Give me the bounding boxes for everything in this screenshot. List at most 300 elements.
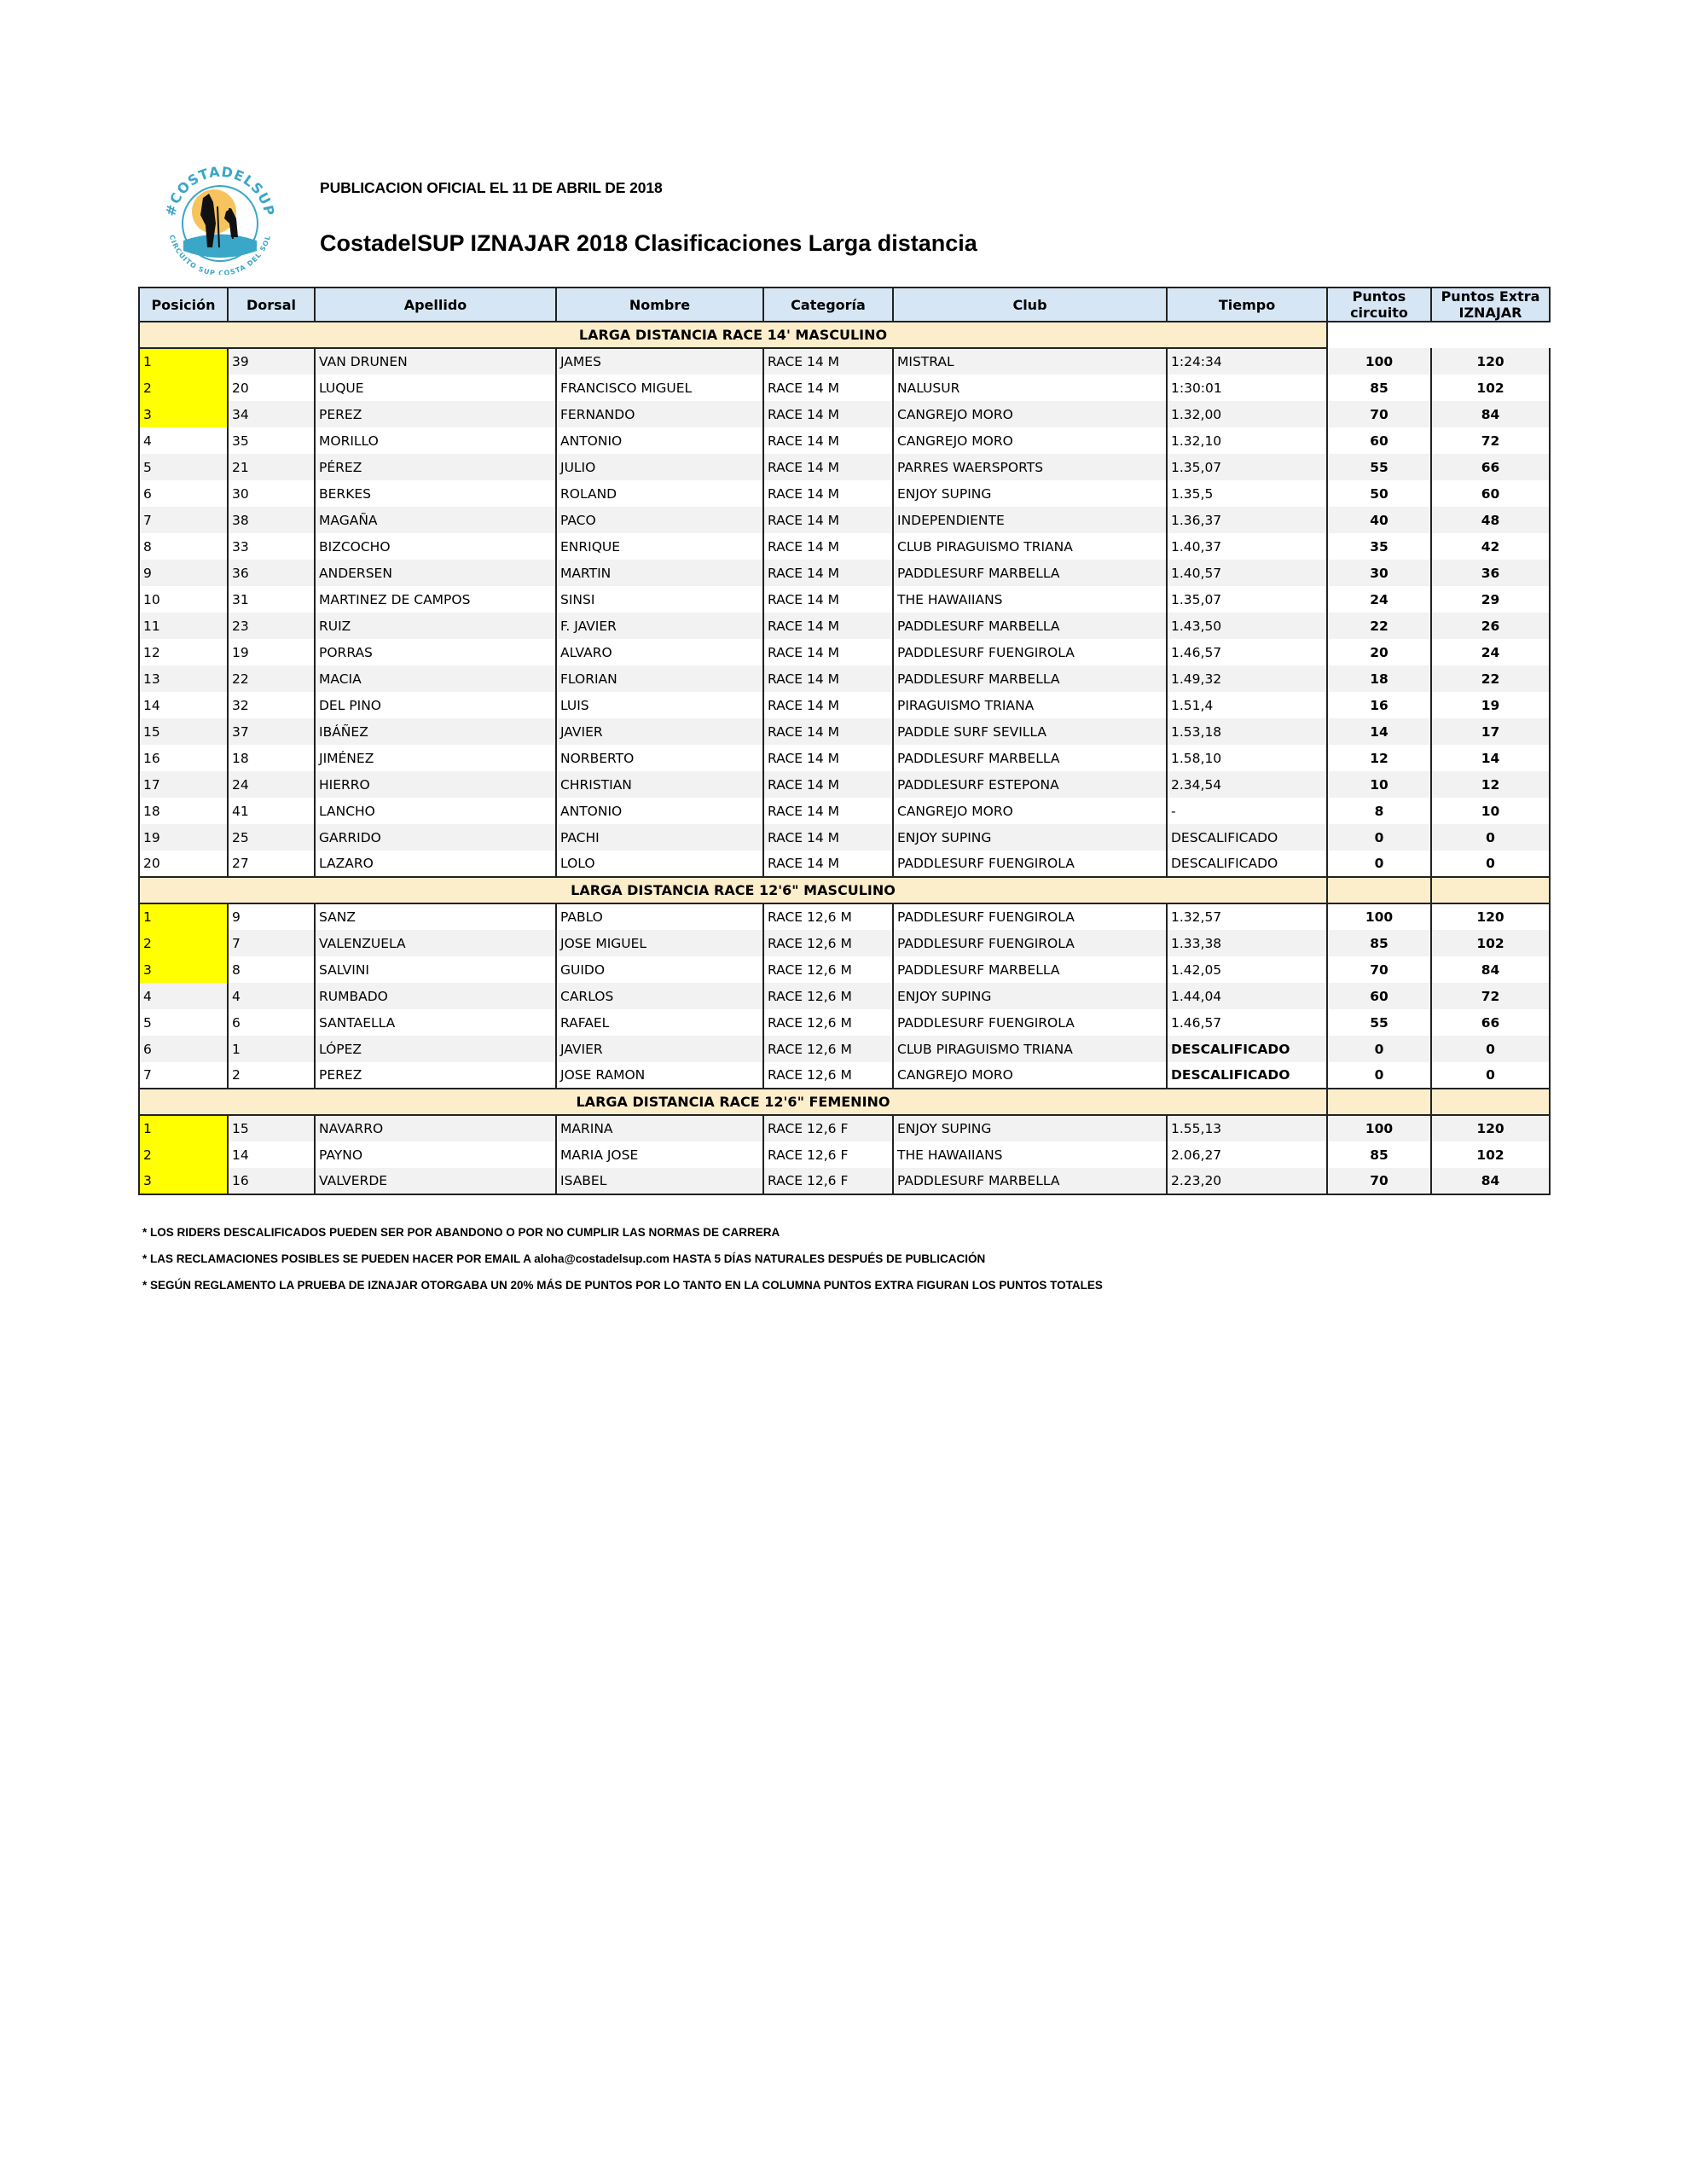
cell-categoria: RACE 12,6 M	[763, 956, 893, 983]
cell-posicion: 4	[139, 983, 228, 1009]
section-empty-cell	[1327, 877, 1431, 903]
cell-apellido: VALENZUELA	[315, 930, 556, 956]
cell-club: PADDLESURF FUENGIROLA	[893, 851, 1167, 877]
table-row	[139, 348, 1550, 375]
cell-puntos-circuito: 70	[1327, 1168, 1431, 1194]
footnote: * LOS RIDERS DESCALIFICADOS PUEDEN SER POR ABANDONO O POR NO CUMPLIR LAS NORMAS DE CARRERA	[142, 1226, 780, 1239]
cell-nombre: GUIDO	[556, 956, 763, 983]
cell-puntos-circuito: 0	[1327, 1036, 1431, 1062]
table-row	[139, 507, 1550, 533]
cell-dorsal: 8	[228, 956, 315, 983]
cell-dorsal: 19	[228, 639, 315, 665]
cell-puntos-extra: 84	[1431, 956, 1550, 983]
cell-posicion: 7	[139, 507, 228, 533]
cell-apellido: PÉREZ	[315, 454, 556, 480]
cell-club: CANGREJO MORO	[893, 1062, 1167, 1089]
cell-categoria: RACE 14 M	[763, 454, 893, 480]
col-nombre: Nombre	[556, 288, 763, 322]
table-row	[139, 745, 1550, 771]
cell-categoria: RACE 12,6 M	[763, 930, 893, 956]
cell-tiempo: 1.40,57	[1167, 560, 1327, 586]
table-row	[139, 427, 1550, 454]
cell-apellido: ANDERSEN	[315, 560, 556, 586]
cell-tiempo: DESCALIFICADO	[1167, 824, 1327, 851]
cell-posicion: 2	[139, 1141, 228, 1168]
cell-categoria: RACE 14 M	[763, 427, 893, 454]
cell-categoria: RACE 12,6 M	[763, 1009, 893, 1036]
cell-categoria: RACE 14 M	[763, 665, 893, 692]
section-empty-cell	[1327, 1089, 1431, 1115]
cell-categoria: RACE 12,6 M	[763, 903, 893, 930]
cell-club: PADDLESURF MARBELLA	[893, 613, 1167, 639]
cell-dorsal: 37	[228, 718, 315, 745]
cell-dorsal: 31	[228, 586, 315, 613]
table-row	[139, 401, 1550, 427]
cell-puntos-circuito: 40	[1327, 507, 1431, 533]
cell-tiempo: 1.43,50	[1167, 613, 1327, 639]
cell-nombre: MARINA	[556, 1115, 763, 1141]
table-row	[139, 930, 1550, 956]
cell-posicion: 12	[139, 639, 228, 665]
cell-apellido: PORRAS	[315, 639, 556, 665]
cell-apellido: VALVERDE	[315, 1168, 556, 1194]
footnote: * LAS RECLAMACIONES POSIBLES SE PUEDEN HACER POR EMAIL A aloha@costadelsup.com HASTA 5 DÍAS NATURALES DESPUÉS DE PUBLICACIÓN	[142, 1252, 986, 1265]
results-body	[139, 322, 1550, 1194]
cell-puntos-circuito: 55	[1327, 454, 1431, 480]
section-header-row	[139, 1089, 1550, 1115]
cell-apellido: SALVINI	[315, 956, 556, 983]
cell-posicion: 14	[139, 692, 228, 718]
cell-posicion: 18	[139, 798, 228, 824]
col-categoria: Categoría	[763, 288, 893, 322]
cell-puntos-extra: 22	[1431, 665, 1550, 692]
cell-dorsal: 23	[228, 613, 315, 639]
cell-club: PADDLESURF MARBELLA	[893, 1168, 1167, 1194]
section-empty-cell	[1431, 877, 1550, 903]
cell-tiempo: 1.53,18	[1167, 718, 1327, 745]
cell-posicion: 11	[139, 613, 228, 639]
cell-puntos-circuito: 12	[1327, 745, 1431, 771]
cell-club: PADDLESURF MARBELLA	[893, 956, 1167, 983]
cell-dorsal: 7	[228, 930, 315, 956]
cell-tiempo: 2.06,27	[1167, 1141, 1327, 1168]
cell-puntos-extra: 42	[1431, 533, 1550, 560]
cell-posicion: 16	[139, 745, 228, 771]
cell-dorsal: 2	[228, 1062, 315, 1089]
cell-posicion: 19	[139, 824, 228, 851]
cell-puntos-extra: 19	[1431, 692, 1550, 718]
cell-tiempo: 1:24:34	[1167, 348, 1327, 375]
cell-nombre: JULIO	[556, 454, 763, 480]
col-tiempo: Tiempo	[1167, 288, 1327, 322]
cell-nombre: ANTONIO	[556, 427, 763, 454]
cell-puntos-circuito: 100	[1327, 1115, 1431, 1141]
cell-club: PIRAGUISMO TRIANA	[893, 692, 1167, 718]
cell-club: MISTRAL	[893, 348, 1167, 375]
cell-nombre: RAFAEL	[556, 1009, 763, 1036]
cell-posicion: 1	[139, 903, 228, 930]
cell-club: ENJOY SUPING	[893, 983, 1167, 1009]
table-row	[139, 454, 1550, 480]
cell-tiempo: 1:30:01	[1167, 375, 1327, 401]
cell-nombre: ISABEL	[556, 1168, 763, 1194]
cell-club: PADDLESURF FUENGIROLA	[893, 1009, 1167, 1036]
cell-posicion: 3	[139, 1168, 228, 1194]
table-row	[139, 692, 1550, 718]
cell-club: ENJOY SUPING	[893, 1115, 1167, 1141]
col-posicion: Posición	[139, 288, 228, 322]
cell-nombre: ANTONIO	[556, 798, 763, 824]
cell-nombre: JAVIER	[556, 718, 763, 745]
cell-club: THE HAWAIIANS	[893, 1141, 1167, 1168]
cell-tiempo: 1.42,05	[1167, 956, 1327, 983]
cell-puntos-extra: 60	[1431, 480, 1550, 507]
cell-dorsal: 4	[228, 983, 315, 1009]
cell-tiempo: 1.35,07	[1167, 586, 1327, 613]
col-apellido: Apellido	[315, 288, 556, 322]
cell-puntos-extra: 84	[1431, 1168, 1550, 1194]
cell-nombre: JAMES	[556, 348, 763, 375]
table-row	[139, 798, 1550, 824]
cell-tiempo: DESCALIFICADO	[1167, 1062, 1327, 1089]
cell-dorsal: 36	[228, 560, 315, 586]
cell-categoria: RACE 14 M	[763, 771, 893, 798]
cell-dorsal: 34	[228, 401, 315, 427]
cell-categoria: RACE 14 M	[763, 718, 893, 745]
cell-posicion: 20	[139, 851, 228, 877]
cell-puntos-circuito: 35	[1327, 533, 1431, 560]
cell-dorsal: 15	[228, 1115, 315, 1141]
cell-puntos-circuito: 60	[1327, 983, 1431, 1009]
cell-club: PADDLESURF FUENGIROLA	[893, 930, 1167, 956]
cell-posicion: 6	[139, 1036, 228, 1062]
cell-puntos-circuito: 0	[1327, 824, 1431, 851]
cell-club: CLUB PIRAGUISMO TRIANA	[893, 533, 1167, 560]
cell-nombre: MARIA JOSE	[556, 1141, 763, 1168]
table-row	[139, 1009, 1550, 1036]
cell-nombre: MARTIN	[556, 560, 763, 586]
cell-dorsal: 21	[228, 454, 315, 480]
cell-nombre: ROLAND	[556, 480, 763, 507]
table-row	[139, 771, 1550, 798]
cell-categoria: RACE 14 M	[763, 639, 893, 665]
cell-nombre: PACO	[556, 507, 763, 533]
cell-nombre: FRANCISCO MIGUEL	[556, 375, 763, 401]
cell-nombre: JAVIER	[556, 1036, 763, 1062]
cell-nombre: ALVARO	[556, 639, 763, 665]
cell-tiempo: 1.33,38	[1167, 930, 1327, 956]
cell-puntos-circuito: 0	[1327, 1062, 1431, 1089]
cell-apellido: DEL PINO	[315, 692, 556, 718]
table-row	[139, 956, 1550, 983]
cell-categoria: RACE 12,6 F	[763, 1168, 893, 1194]
cell-tiempo: 1.46,57	[1167, 639, 1327, 665]
costadelsup-logo	[156, 155, 284, 275]
cell-puntos-circuito: 100	[1327, 348, 1431, 375]
table-row	[139, 1062, 1550, 1089]
table-row	[139, 665, 1550, 692]
cell-puntos-extra: 26	[1431, 613, 1550, 639]
cell-puntos-extra: 0	[1431, 851, 1550, 877]
cell-club: PADDLESURF MARBELLA	[893, 745, 1167, 771]
cell-nombre: LUIS	[556, 692, 763, 718]
table-row	[139, 718, 1550, 745]
cell-tiempo: 2.34,54	[1167, 771, 1327, 798]
cell-puntos-circuito: 24	[1327, 586, 1431, 613]
cell-club: PADDLE SURF SEVILLA	[893, 718, 1167, 745]
cell-club: PADDLESURF ESTEPONA	[893, 771, 1167, 798]
cell-nombre: PACHI	[556, 824, 763, 851]
cell-tiempo: 1.51,4	[1167, 692, 1327, 718]
cell-puntos-circuito: 20	[1327, 639, 1431, 665]
cell-posicion: 10	[139, 586, 228, 613]
cell-dorsal: 38	[228, 507, 315, 533]
cell-puntos-extra: 120	[1431, 348, 1550, 375]
table-row	[139, 1168, 1550, 1194]
cell-categoria: RACE 14 M	[763, 851, 893, 877]
table-row	[139, 1036, 1550, 1062]
cell-apellido: NAVARRO	[315, 1115, 556, 1141]
cell-posicion: 17	[139, 771, 228, 798]
cell-categoria: RACE 14 M	[763, 824, 893, 851]
cell-nombre: ENRIQUE	[556, 533, 763, 560]
cell-apellido: SANTAELLA	[315, 1009, 556, 1036]
cell-categoria: RACE 12,6 M	[763, 1036, 893, 1062]
cell-puntos-extra: 0	[1431, 824, 1550, 851]
cell-dorsal: 33	[228, 533, 315, 560]
cell-club: PADDLESURF MARBELLA	[893, 560, 1167, 586]
cell-categoria: RACE 14 M	[763, 560, 893, 586]
cell-puntos-circuito: 30	[1327, 560, 1431, 586]
cell-nombre: JOSE RAMON	[556, 1062, 763, 1089]
cell-categoria: RACE 14 M	[763, 480, 893, 507]
cell-tiempo: 1.44,04	[1167, 983, 1327, 1009]
cell-puntos-extra: 120	[1431, 903, 1550, 930]
cell-posicion: 5	[139, 454, 228, 480]
cell-club: NALUSUR	[893, 375, 1167, 401]
cell-club: CANGREJO MORO	[893, 798, 1167, 824]
cell-tiempo: 1.46,57	[1167, 1009, 1327, 1036]
header-row	[139, 288, 1550, 322]
cell-posicion: 6	[139, 480, 228, 507]
cell-categoria: RACE 14 M	[763, 586, 893, 613]
col-puntos-extra: Puntos Extra IZNAJAR	[1431, 288, 1550, 322]
cell-apellido: SANZ	[315, 903, 556, 930]
cell-tiempo: 1.32,57	[1167, 903, 1327, 930]
cell-puntos-circuito: 100	[1327, 903, 1431, 930]
section-title: LARGA DISTANCIA RACE 14' MASCULINO	[139, 322, 1327, 348]
cell-posicion: 2	[139, 930, 228, 956]
section-header-row	[139, 322, 1550, 348]
svg-text:#COSTADELSUP: #COSTADELSUP	[162, 163, 278, 218]
cell-club: CLUB PIRAGUISMO TRIANA	[893, 1036, 1167, 1062]
cell-puntos-circuito: 8	[1327, 798, 1431, 824]
table-row	[139, 586, 1550, 613]
cell-posicion: 3	[139, 401, 228, 427]
cell-puntos-extra: 120	[1431, 1115, 1550, 1141]
col-puntos-circuito: Puntos circuito	[1327, 288, 1431, 322]
col-dorsal: Dorsal	[228, 288, 315, 322]
table-row	[139, 851, 1550, 877]
cell-puntos-extra: 66	[1431, 1009, 1550, 1036]
cell-nombre: FERNANDO	[556, 401, 763, 427]
table-row	[139, 1141, 1550, 1168]
cell-dorsal: 9	[228, 903, 315, 930]
cell-nombre: CHRISTIAN	[556, 771, 763, 798]
cell-puntos-extra: 72	[1431, 427, 1550, 454]
cell-puntos-circuito: 70	[1327, 401, 1431, 427]
cell-apellido: BERKES	[315, 480, 556, 507]
cell-puntos-extra: 12	[1431, 771, 1550, 798]
cell-dorsal: 30	[228, 480, 315, 507]
results-table	[138, 287, 1551, 1195]
cell-nombre: SINSI	[556, 586, 763, 613]
cell-apellido: IBÁÑEZ	[315, 718, 556, 745]
cell-apellido: LUQUE	[315, 375, 556, 401]
cell-apellido: MAGAÑA	[315, 507, 556, 533]
cell-tiempo: 1.32,10	[1167, 427, 1327, 454]
publication-date: PUBLICACION OFICIAL EL 11 DE ABRIL DE 2018	[320, 179, 663, 196]
cell-club: CANGREJO MORO	[893, 401, 1167, 427]
cell-apellido: GARRIDO	[315, 824, 556, 851]
cell-categoria: RACE 14 M	[763, 348, 893, 375]
section-header-row	[139, 877, 1550, 903]
cell-tiempo: 1.40,37	[1167, 533, 1327, 560]
cell-apellido: LAZARO	[315, 851, 556, 877]
cell-posicion: 3	[139, 956, 228, 983]
cell-dorsal: 14	[228, 1141, 315, 1168]
col-club: Club	[893, 288, 1167, 322]
cell-dorsal: 41	[228, 798, 315, 824]
cell-puntos-extra: 48	[1431, 507, 1550, 533]
cell-dorsal: 6	[228, 1009, 315, 1036]
cell-puntos-circuito: 55	[1327, 1009, 1431, 1036]
cell-apellido: HIERRO	[315, 771, 556, 798]
cell-club: THE HAWAIIANS	[893, 586, 1167, 613]
table-row	[139, 639, 1550, 665]
cell-apellido: RUMBADO	[315, 983, 556, 1009]
cell-puntos-circuito: 85	[1327, 375, 1431, 401]
footnotes	[142, 1226, 1103, 1305]
cell-club: INDEPENDIENTE	[893, 507, 1167, 533]
cell-club: ENJOY SUPING	[893, 480, 1167, 507]
cell-posicion: 15	[139, 718, 228, 745]
cell-categoria: RACE 14 M	[763, 533, 893, 560]
cell-dorsal: 25	[228, 824, 315, 851]
cell-club: CANGREJO MORO	[893, 427, 1167, 454]
cell-tiempo: DESCALIFICADO	[1167, 851, 1327, 877]
cell-categoria: RACE 14 M	[763, 798, 893, 824]
cell-club: PADDLESURF FUENGIROLA	[893, 639, 1167, 665]
cell-posicion: 13	[139, 665, 228, 692]
cell-dorsal: 24	[228, 771, 315, 798]
cell-nombre: CARLOS	[556, 983, 763, 1009]
cell-puntos-extra: 36	[1431, 560, 1550, 586]
cell-puntos-extra: 102	[1431, 375, 1550, 401]
cell-tiempo: 2.23,20	[1167, 1168, 1327, 1194]
cell-dorsal: 22	[228, 665, 315, 692]
section-empty-cell	[1431, 1089, 1550, 1115]
cell-puntos-circuito: 85	[1327, 1141, 1431, 1168]
cell-apellido: MACIA	[315, 665, 556, 692]
cell-apellido: RUIZ	[315, 613, 556, 639]
cell-puntos-extra: 14	[1431, 745, 1550, 771]
cell-apellido: LÓPEZ	[315, 1036, 556, 1062]
cell-posicion: 1	[139, 348, 228, 375]
cell-puntos-circuito: 60	[1327, 427, 1431, 454]
cell-apellido: JIMÉNEZ	[315, 745, 556, 771]
cell-club: ENJOY SUPING	[893, 824, 1167, 851]
cell-puntos-extra: 102	[1431, 1141, 1550, 1168]
cell-posicion: 4	[139, 427, 228, 454]
cell-tiempo: 1.49,32	[1167, 665, 1327, 692]
cell-puntos-extra: 10	[1431, 798, 1550, 824]
cell-categoria: RACE 14 M	[763, 401, 893, 427]
table-row	[139, 480, 1550, 507]
table-row	[139, 613, 1550, 639]
cell-categoria: RACE 14 M	[763, 507, 893, 533]
footnote: * SEGÚN REGLAMENTO LA PRUEBA DE IZNAJAR OTORGABA UN 20% MÁS DE PUNTOS POR LO TANTO EN LA COLUMNA PUNTOS EXTRA FIGURAN LOS PUNTOS TOTALES	[142, 1279, 1103, 1292]
cell-apellido: MARTINEZ DE CAMPOS	[315, 586, 556, 613]
cell-posicion: 2	[139, 375, 228, 401]
cell-puntos-extra: 84	[1431, 401, 1550, 427]
cell-categoria: RACE 12,6 M	[763, 1062, 893, 1089]
cell-puntos-extra: 72	[1431, 983, 1550, 1009]
cell-puntos-circuito: 0	[1327, 851, 1431, 877]
page-title: CostadelSUP IZNAJAR 2018 Clasificaciones Larga distancia	[320, 230, 977, 256]
cell-tiempo: 1.35,07	[1167, 454, 1327, 480]
cell-dorsal: 18	[228, 745, 315, 771]
cell-categoria: RACE 12,6 F	[763, 1115, 893, 1141]
cell-categoria: RACE 14 M	[763, 613, 893, 639]
cell-puntos-circuito: 85	[1327, 930, 1431, 956]
cell-posicion: 5	[139, 1009, 228, 1036]
cell-posicion: 1	[139, 1115, 228, 1141]
cell-tiempo: 1.35,5	[1167, 480, 1327, 507]
cell-tiempo: DESCALIFICADO	[1167, 1036, 1327, 1062]
cell-puntos-extra: 17	[1431, 718, 1550, 745]
table-row	[139, 560, 1550, 586]
cell-nombre: F. JAVIER	[556, 613, 763, 639]
cell-posicion: 8	[139, 533, 228, 560]
svg-text:CIRCUITO SUP COSTA DEL SOL: CIRCUITO SUP COSTA DEL SOL	[167, 234, 273, 275]
cell-dorsal: 39	[228, 348, 315, 375]
section-title: LARGA DISTANCIA RACE 12'6" MASCULINO	[139, 877, 1327, 903]
cell-dorsal: 16	[228, 1168, 315, 1194]
cell-nombre: NORBERTO	[556, 745, 763, 771]
cell-puntos-extra: 29	[1431, 586, 1550, 613]
cell-puntos-extra: 0	[1431, 1062, 1550, 1089]
cell-club: PADDLESURF MARBELLA	[893, 665, 1167, 692]
cell-dorsal: 32	[228, 692, 315, 718]
cell-apellido: BIZCOCHO	[315, 533, 556, 560]
cell-puntos-circuito: 70	[1327, 956, 1431, 983]
cell-apellido: MORILLO	[315, 427, 556, 454]
cell-club: PARRES WAERSPORTS	[893, 454, 1167, 480]
cell-categoria: RACE 14 M	[763, 745, 893, 771]
table-row	[139, 824, 1550, 851]
cell-puntos-extra: 0	[1431, 1036, 1550, 1062]
cell-apellido: PEREZ	[315, 1062, 556, 1089]
cell-puntos-circuito: 14	[1327, 718, 1431, 745]
cell-categoria: RACE 12,6 M	[763, 983, 893, 1009]
cell-nombre: JOSE MIGUEL	[556, 930, 763, 956]
cell-puntos-circuito: 16	[1327, 692, 1431, 718]
cell-puntos-circuito: 22	[1327, 613, 1431, 639]
cell-puntos-extra: 102	[1431, 930, 1550, 956]
table-row	[139, 533, 1550, 560]
cell-tiempo: 1.55,13	[1167, 1115, 1327, 1141]
